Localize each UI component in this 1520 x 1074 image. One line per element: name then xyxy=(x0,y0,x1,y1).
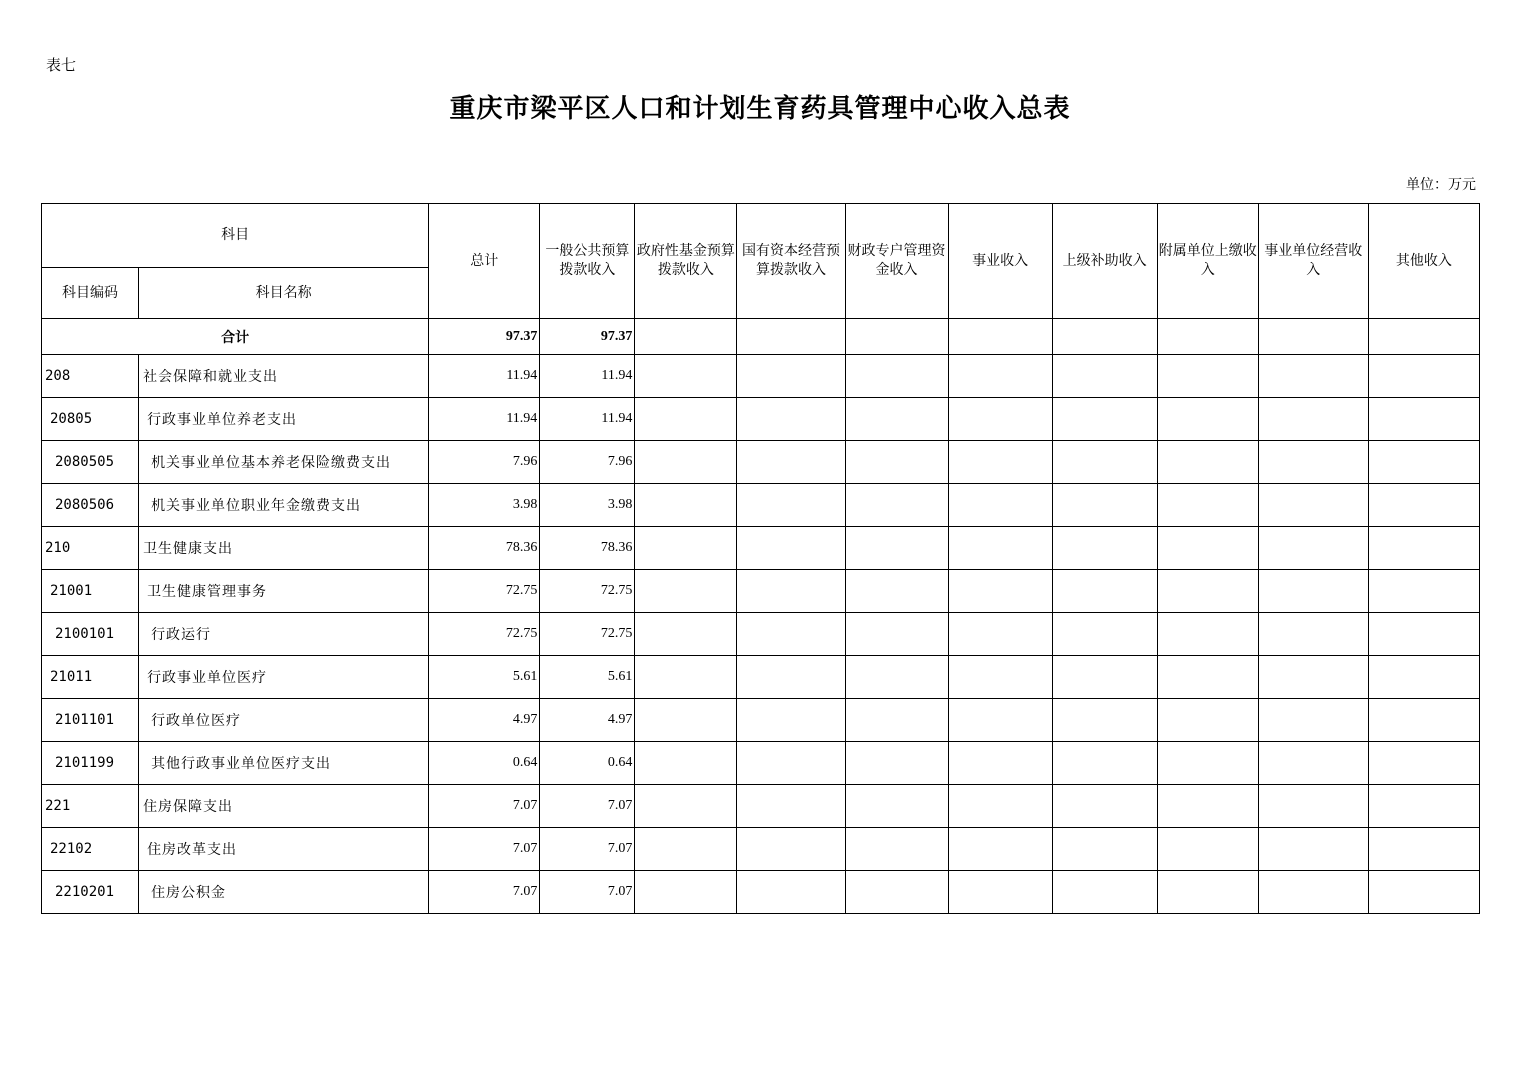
row-empty-cell xyxy=(948,613,1052,656)
row-empty-cell xyxy=(1157,441,1258,484)
row-empty-cell xyxy=(845,355,948,398)
header-business-operation: 事业单位经营收入 xyxy=(1258,204,1368,319)
row-empty-cell xyxy=(845,742,948,785)
total-label: 合计 xyxy=(42,319,429,355)
row-empty-cell xyxy=(1157,570,1258,613)
row-total: 4.97 xyxy=(429,699,540,742)
total-row xyxy=(42,319,1480,355)
row-general-budget: 11.94 xyxy=(540,355,635,398)
row-empty-cell xyxy=(635,613,737,656)
row-empty-cell xyxy=(635,484,737,527)
row-total: 11.94 xyxy=(429,355,540,398)
row-empty-cell xyxy=(1368,613,1479,656)
row-empty-cell xyxy=(948,699,1052,742)
row-empty-cell xyxy=(737,871,845,914)
row-empty-cell xyxy=(1052,355,1157,398)
table-row xyxy=(42,441,1480,484)
table-row xyxy=(42,484,1480,527)
row-empty-cell xyxy=(845,398,948,441)
row-empty-cell xyxy=(1157,785,1258,828)
row-empty-cell xyxy=(948,785,1052,828)
header-affiliated-payment: 附属单位上缴收入 xyxy=(1157,204,1258,319)
row-total: 7.07 xyxy=(429,871,540,914)
row-empty-cell xyxy=(1052,441,1157,484)
header-state-capital: 国有资本经营预算拨款收入 xyxy=(737,204,845,319)
row-total: 7.96 xyxy=(429,441,540,484)
row-empty-cell xyxy=(845,656,948,699)
row-subject-code: 2210201 xyxy=(42,871,139,914)
row-general-budget: 4.97 xyxy=(540,699,635,742)
row-empty-cell xyxy=(1258,656,1368,699)
row-empty-cell xyxy=(1052,527,1157,570)
row-empty-cell xyxy=(737,484,845,527)
row-empty-cell xyxy=(948,355,1052,398)
row-empty-cell xyxy=(737,742,845,785)
table-row xyxy=(42,871,1480,914)
row-empty-cell xyxy=(635,699,737,742)
row-empty-cell xyxy=(635,355,737,398)
row-general-budget: 11.94 xyxy=(540,398,635,441)
row-subject-code: 2101101 xyxy=(42,699,139,742)
row-subject-name: 其他行政事业单位医疗支出 xyxy=(139,742,429,785)
row-empty-cell xyxy=(1368,828,1479,871)
row-subject-code: 2100101 xyxy=(42,613,139,656)
row-empty-cell xyxy=(1157,871,1258,914)
row-empty-cell xyxy=(1157,742,1258,785)
total-general-budget: 97.37 xyxy=(540,319,635,355)
row-empty-cell xyxy=(1052,871,1157,914)
row-empty-cell xyxy=(1368,699,1479,742)
row-empty-cell xyxy=(1157,656,1258,699)
header-superior-subsidy: 上级补助收入 xyxy=(1052,204,1157,319)
row-empty-cell xyxy=(1368,871,1479,914)
row-empty-cell xyxy=(737,398,845,441)
row-empty-cell xyxy=(635,656,737,699)
row-subject-name: 行政事业单位医疗 xyxy=(139,656,429,699)
row-empty-cell xyxy=(1368,785,1479,828)
row-empty-cell xyxy=(1157,828,1258,871)
row-empty-cell xyxy=(1368,742,1479,785)
row-total: 7.07 xyxy=(429,828,540,871)
header-business-income: 事业收入 xyxy=(948,204,1052,319)
row-empty-cell xyxy=(737,441,845,484)
page-title: 重庆市梁平区人口和计划生育药具管理中心收入总表 xyxy=(449,94,1071,124)
row-total: 11.94 xyxy=(429,398,540,441)
header-general-budget: 一般公共预算拨款收入 xyxy=(540,204,635,319)
row-total: 78.36 xyxy=(429,527,540,570)
table-row xyxy=(42,656,1480,699)
row-subject-name: 住房保障支出 xyxy=(139,785,429,828)
row-empty-cell xyxy=(1368,355,1479,398)
row-empty-cell xyxy=(948,828,1052,871)
row-empty-cell xyxy=(737,527,845,570)
row-empty-cell xyxy=(1157,484,1258,527)
row-empty-cell xyxy=(737,828,845,871)
row-subject-name: 机关事业单位职业年金缴费支出 xyxy=(139,484,429,527)
row-empty-cell xyxy=(1052,742,1157,785)
header-subject-name: 科目名称 xyxy=(139,268,429,319)
row-empty-cell xyxy=(948,441,1052,484)
header-other-income: 其他收入 xyxy=(1368,204,1479,319)
row-empty-cell xyxy=(737,699,845,742)
row-empty-cell xyxy=(635,570,737,613)
header-row-1 xyxy=(42,204,1480,268)
row-empty-cell xyxy=(845,785,948,828)
row-total: 0.64 xyxy=(429,742,540,785)
row-empty-cell xyxy=(1157,355,1258,398)
row-empty-cell xyxy=(1368,656,1479,699)
row-empty-cell xyxy=(1368,398,1479,441)
row-empty-cell xyxy=(948,656,1052,699)
row-total: 5.61 xyxy=(429,656,540,699)
row-empty-cell xyxy=(1258,570,1368,613)
table-row xyxy=(42,785,1480,828)
row-empty-cell xyxy=(948,871,1052,914)
row-subject-name: 社会保障和就业支出 xyxy=(139,355,429,398)
row-empty-cell xyxy=(1368,441,1479,484)
header-subject-code: 科目编码 xyxy=(42,268,139,319)
header-fiscal-special: 财政专户管理资金收入 xyxy=(845,204,948,319)
row-empty-cell xyxy=(1258,742,1368,785)
row-subject-code: 21011 xyxy=(42,656,139,699)
row-subject-name: 卫生健康支出 xyxy=(139,527,429,570)
row-empty-cell xyxy=(1258,828,1368,871)
row-empty-cell xyxy=(737,785,845,828)
row-empty-cell xyxy=(635,742,737,785)
row-general-budget: 0.64 xyxy=(540,742,635,785)
row-empty-cell xyxy=(1052,484,1157,527)
unit-label: 单位：万元 xyxy=(1406,177,1476,193)
table-row xyxy=(42,742,1480,785)
row-empty-cell xyxy=(845,570,948,613)
row-empty-cell xyxy=(1052,785,1157,828)
row-empty-cell xyxy=(1258,699,1368,742)
row-empty-cell xyxy=(1052,613,1157,656)
row-empty-cell xyxy=(635,871,737,914)
row-empty-cell xyxy=(635,785,737,828)
row-empty-cell xyxy=(845,613,948,656)
row-general-budget: 78.36 xyxy=(540,527,635,570)
row-empty-cell xyxy=(1052,656,1157,699)
row-empty-cell xyxy=(1258,441,1368,484)
row-general-budget: 7.96 xyxy=(540,441,635,484)
table-row xyxy=(42,398,1480,441)
row-general-budget: 7.07 xyxy=(540,828,635,871)
row-empty-cell xyxy=(635,398,737,441)
table-row xyxy=(42,699,1480,742)
row-empty-cell xyxy=(1157,527,1258,570)
row-subject-name: 住房公积金 xyxy=(139,871,429,914)
row-general-budget: 72.75 xyxy=(540,613,635,656)
row-subject-code: 22102 xyxy=(42,828,139,871)
row-subject-name: 行政运行 xyxy=(139,613,429,656)
row-empty-cell xyxy=(948,570,1052,613)
row-empty-cell xyxy=(737,570,845,613)
row-empty-cell xyxy=(1258,785,1368,828)
sheet-label: 表七 xyxy=(46,56,77,74)
row-empty-cell xyxy=(1258,355,1368,398)
row-subject-code: 2101199 xyxy=(42,742,139,785)
row-general-budget: 7.07 xyxy=(540,785,635,828)
row-empty-cell xyxy=(845,484,948,527)
row-empty-cell xyxy=(737,656,845,699)
total-amount: 97.37 xyxy=(429,319,540,355)
row-general-budget: 72.75 xyxy=(540,570,635,613)
row-empty-cell xyxy=(845,699,948,742)
row-empty-cell xyxy=(1157,398,1258,441)
row-general-budget: 3.98 xyxy=(540,484,635,527)
row-empty-cell xyxy=(1368,570,1479,613)
row-empty-cell xyxy=(1258,871,1368,914)
table-row xyxy=(42,355,1480,398)
row-empty-cell xyxy=(845,527,948,570)
row-empty-cell xyxy=(1157,613,1258,656)
row-subject-code: 221 xyxy=(42,785,139,828)
row-subject-name: 行政事业单位养老支出 xyxy=(139,398,429,441)
row-empty-cell xyxy=(1258,484,1368,527)
row-empty-cell xyxy=(1258,527,1368,570)
row-total: 3.98 xyxy=(429,484,540,527)
row-empty-cell xyxy=(635,441,737,484)
row-total: 7.07 xyxy=(429,785,540,828)
row-subject-name: 住房改革支出 xyxy=(139,828,429,871)
header-gov-fund: 政府性基金预算拨款收入 xyxy=(635,204,737,319)
row-empty-cell xyxy=(948,527,1052,570)
row-empty-cell xyxy=(1052,398,1157,441)
row-subject-name: 机关事业单位基本养老保险缴费支出 xyxy=(139,441,429,484)
row-total: 72.75 xyxy=(429,613,540,656)
income-table xyxy=(41,203,1480,914)
table-row xyxy=(42,613,1480,656)
row-subject-code: 20805 xyxy=(42,398,139,441)
row-empty-cell xyxy=(1157,699,1258,742)
row-total: 72.75 xyxy=(429,570,540,613)
row-subject-code: 210 xyxy=(42,527,139,570)
table-row xyxy=(42,527,1480,570)
row-subject-name: 卫生健康管理事务 xyxy=(139,570,429,613)
row-empty-cell xyxy=(948,484,1052,527)
row-subject-name: 行政单位医疗 xyxy=(139,699,429,742)
row-empty-cell xyxy=(1368,484,1479,527)
row-empty-cell xyxy=(948,742,1052,785)
row-empty-cell xyxy=(1052,570,1157,613)
row-general-budget: 7.07 xyxy=(540,871,635,914)
row-subject-code: 2080506 xyxy=(42,484,139,527)
header-total: 总计 xyxy=(429,204,540,319)
row-empty-cell xyxy=(635,828,737,871)
header-subject: 科目 xyxy=(42,204,429,268)
table-row xyxy=(42,828,1480,871)
row-empty-cell xyxy=(635,527,737,570)
row-subject-code: 21001 xyxy=(42,570,139,613)
row-empty-cell xyxy=(845,441,948,484)
row-empty-cell xyxy=(1052,699,1157,742)
row-empty-cell xyxy=(1258,613,1368,656)
row-empty-cell xyxy=(1052,828,1157,871)
row-subject-code: 208 xyxy=(42,355,139,398)
row-empty-cell xyxy=(737,613,845,656)
row-empty-cell xyxy=(737,355,845,398)
row-empty-cell xyxy=(948,398,1052,441)
table-row xyxy=(42,570,1480,613)
row-general-budget: 5.61 xyxy=(540,656,635,699)
row-empty-cell xyxy=(1258,398,1368,441)
row-subject-code: 2080505 xyxy=(42,441,139,484)
row-empty-cell xyxy=(1368,527,1479,570)
row-empty-cell xyxy=(845,871,948,914)
row-empty-cell xyxy=(845,828,948,871)
